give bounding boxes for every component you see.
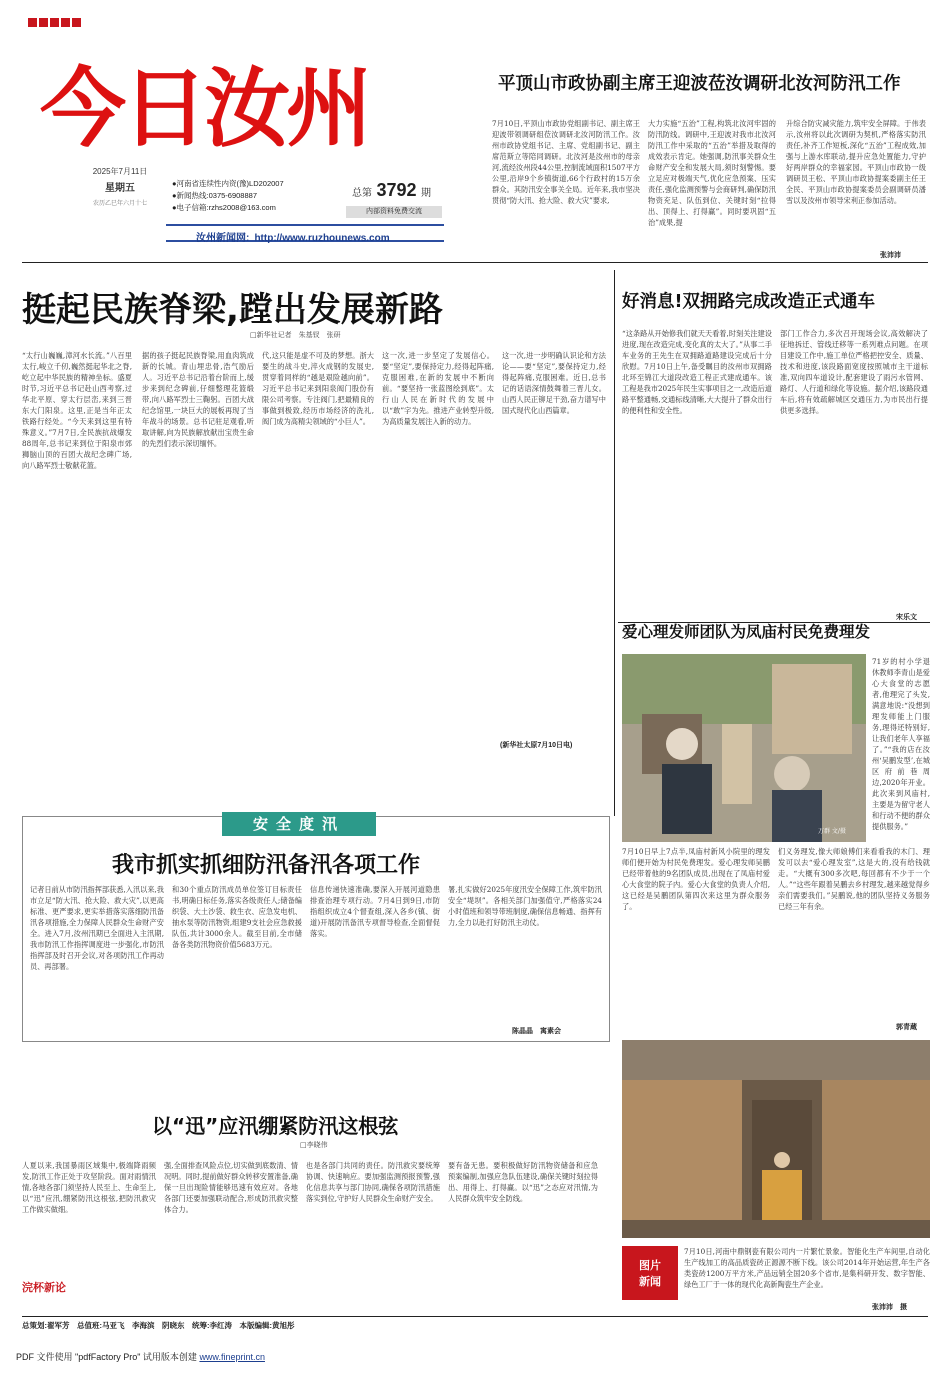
issue-date: 2025年7月11日 <box>92 167 148 176</box>
pdf-note-text: PDF 文件使用 "pdfFactory Pro" 试用版本创建 <box>16 1352 197 1362</box>
pdf-note <box>16 1350 265 1363</box>
barber-col-main1: 7月10日早上7点半,凤庙村新风小院里的理发师们便开始为村民免费理发。爱心理发师吴鹏已经带着他的9名团队成员,出现在了凤庙村爱心大食堂的院子内。爱心大食堂的负责人介绍,这已经是吴鹏团队第四次来这里为群众服务了。 <box>622 847 770 911</box>
good-news-col1: “这条路从开始修我们就天天看着,时刻关注建设进度,现在改造完成,变化真的太大了。”从事二手车业务的王先生在双拥路道路建设完成后十分欣慰。7月10日上午,备受瞩目的汝州市双拥路北环至锦江大道段改造工程正式建成通车。该工程是我市2025年民生实事项目之一,改造后道路平整通畅,交通标线清晰,大大提升了群众出行的便利性和安全性。 <box>622 329 772 415</box>
safety-col4: 署,扎实做好2025年度汛安全保障工作,筑牢防汛安全“堤坝”。各相关部门加强值守,严格落实24小时值班和领导带班制度,确保信息畅通、指挥有力,全力以赴打好防汛主动仗。 <box>448 885 602 927</box>
factory-photo-image <box>622 1040 930 1238</box>
issue-weekday: 星期五 <box>105 183 135 194</box>
photo-news-label-2: 新闻 <box>639 1276 661 1288</box>
barber-photo-image <box>622 654 866 842</box>
main-byline: □新华社记者 朱基钗 张研 <box>250 331 341 339</box>
column-divider <box>614 270 615 816</box>
top-right-byline: 张沛沛 <box>880 250 901 259</box>
factory-photo <box>622 1040 930 1238</box>
footer-rule <box>22 1316 928 1317</box>
website-label: 汝州新闻网: <box>196 233 250 244</box>
main-col1: “太行山巍巍,漳河水长流。”八百里太行,峻立千仞,巍然挺起华北之脊,屹立起中华民族的精神坐标。盛夏时节,习近平总书记赴山西考察,过华北平原、穿太行层峦,来到三晋东大门阳泉。这里,正是当年正太铁路行经处。“今天来到这里有特殊意义。”7月7日,全民族抗战爆发88周年,总书记来到位于阳泉市郊狮脑山顶的百团大战纪念碑广场,向八路军烈士敬献花篮。 <box>22 351 132 470</box>
barber-col-main2: 们义务理发,像大师娘傅们来看看我的木门、理发可以去“爱心理发室”,这是大的,没有给钱就走。“大概有300多次吧,每回都有不少于一个人。”“这些年跟着吴鹏去乡村理发,越来越觉得乡亲们需要我们。”吴鹏说,他的团队坚持义务服务已经三年有余。 <box>778 847 930 911</box>
top-right-col2: 大力实施“五治”工程,构筑北汝河牢固的防汛防线。调研中,王迎波对我市北汝河防汛工作中采取的“五治”举措及取得的成效表示肯定。她强调,防汛事关群众生命财产安全和发展大局,须时刻警惕。要立足应对极端天气,优化应急预案、压实责任,强化监测预警与会商研判,确保防汛物资充足、队伍到位、关键时刻“拉得出、顶得上、打得赢”。同时要巩固“五治”成果,提 <box>648 119 776 227</box>
xun-byline: □李晓伟 <box>300 1141 328 1149</box>
photo-news-label-1: 图片 <box>639 1260 661 1272</box>
issue-number: 总第 3792 期 <box>352 180 431 200</box>
email-info: ●电子信箱:rzhs2008@163.com <box>172 203 276 212</box>
internal-material-badge: 内部资料免费交流 <box>346 206 442 218</box>
top-right-col3: 升综合防灾减灾能力,筑牢安全屏障。于伟表示,汝州将以此次调研为契机,严格落实防汛责任,补齐工作短板,深化“五治”工程成效,加强与上游水库联动,提升应急处置能力,守护好两岸群众的幸福家园。平顶山市政协一级调研员王松、平顶山市政协提案委副主任王全民、平顶山市政协提案委员会副调研员潘雪以及汝州市领导宋利正参加活动。 <box>786 119 926 205</box>
barber-photo-credit: 万群 文/摄 <box>818 828 846 835</box>
pdf-link[interactable]: www.fineprint.cn <box>199 1352 265 1362</box>
main-headline: 挺起民族脊梁,蹚出发展新路 <box>22 290 443 330</box>
main-col2: 据的孩子挺起民族脊梁,用血肉筑成新的长城。青山埋忠骨,浩气励后人。习近平总书记沿着台阶而上,缓步来到纪念碑前,仔细整理花篮缎带,向八路军烈士三鞠躬。百团大战纪念馆里,一块巨大的展板再现了当年战斗的场景。总书记驻足观看,听取讲解,向为民族解放献出宝贵生命的先烈们表示深切缅怀。 <box>142 351 254 448</box>
safety-col3: 信息传递快速准确,要深入开展河道隐患排查治理专项行动。7月4日到9日,市防指组织成立4个督查组,深入各乡(镇、街道)开展防汛备汛专项督导检查,全面督促落实。 <box>310 885 440 938</box>
registration-info: ●河南省连续性内资(豫)LD202007 <box>172 179 284 188</box>
footer-staff: 总策划:翟军芳 总值班:马亚飞 李海滨 阴晓东 统筹:李红涛 本版编辑:黄旭彤 <box>22 1321 295 1330</box>
safety-banner: 安全度汛 <box>222 812 376 836</box>
main-col4: 这一次,进一步坚定了发展信心。要“坚定”,要保持定力,经得起阵痛,克服困难,在新的发展中不断向前。“要坚持一张蓝图绘到底”。太行山人民在新时代的发展中以“敢”字为先。推进产业转型升级,为高质量发展注入新的动力。 <box>382 351 494 426</box>
good-news-col2: 部门工作合力,多次召开现场会议,高效解决了征地拆迁、管线迁移等一系列难点问题。在项目建设工作中,施工单位严格把控安全、质量、技术和进度,该段路面宽度按照城市主干道标准,双向四车道设计,配套建设了雨污水管网、路灯、人行道和绿化等设施。据介绍,该路段通车后,将有效疏解城区交通压力,为市民出行提供更多选择。 <box>780 329 928 415</box>
xun-col4: 要有备无患。要积极做好防汛物资储备和应急预案编制,加强应急队伍建设,确保关键时刻拉得出、用得上、打得赢。以“迅”之态应对汛情,为人民群众筑牢安全防线。 <box>448 1161 598 1203</box>
commentary-logo: 浣杯新论 <box>22 1281 66 1294</box>
website-url[interactable]: http://www.ruzhounews.com <box>254 233 390 244</box>
good-news-byline: 宋乐文 <box>896 612 917 621</box>
issue-number-value: 3792 <box>376 180 417 200</box>
safety-col2: 和30个重点防汛成员单位签订目标责任书,明确日标任务,落实各级责任人;储备编织袋、大土沙袋、救生衣、应急发电机、抽水泵等防汛物资,组建9支社会应急救援队伍,共计3000余人。截至目前,全市储备各类防汛物资价值5683万元。 <box>172 885 302 949</box>
safety-col1: 记者日前从市防汛指挥部获悉,入汛以来,我市立足“防大汛、抢大险、救大灾”,以更高标准、更严要求,更实举措落实落细防汛备汛各项措施,全力保障人民群众生命财产安全。进入7月,汝州汛期已全面进入主汛期,我市防汛工作指挥调度进一步强化,市防汛指挥部及时召开会议,对各项防汛工作再动员、再部署。 <box>30 885 164 971</box>
safety-headline: 我市抓实抓细防汛备汛各项工作 <box>112 853 421 878</box>
masthead-date-block <box>90 166 150 207</box>
barber-headline: 爱心理发师团队为凤庙村民免费理发 <box>622 623 871 641</box>
hotline-info: ●新闻热线:0375-6908887 <box>172 191 257 200</box>
good-news-headline: 好消息!双拥路完成改造正式通车 <box>622 292 875 312</box>
xun-col2: 强,全面排查风险点位,切实做到底数清、情况明。同时,提前做好群众转移安置准备,确保一旦出现险情能够迅速有效应对。各地各部门还要加强联动配合,形成防汛救灾整体合力。 <box>164 1161 298 1214</box>
website-bar <box>166 224 444 242</box>
newspaper-logo: 今日汝州 <box>40 58 368 159</box>
top-right-headline: 平顶山市政协副主席王迎波莅汝调研北汝河防汛工作 <box>498 74 901 94</box>
top-right-col1: 7月10日,平顶山市政协党组副书记、副主席王迎波带领调研组莅汝调研北汝河防汛工作。汝州市政协党组书记、主席、党组副书记、副主席范斯立等陪同调研。北汝河是汝州市的母亲河,流经汝州段44公里,控制流域面积1507平方公里,沿岸9个乡镇街道,66个行政村的15万余群众。其防汛安全事关全局。近年来,我市坚决贯彻“防大汛、抢大险、救大灾”要求, <box>492 119 640 205</box>
main-col3: 代,这只能是虚不可及的梦想。浙大要生的战斗史,淬火成钢的发展史,贯穿着同样的“越是艰险越向前”。习近平总书记来到阳泉阀门股份有限公司考察。专注阀门,把最精良的事做到极致,经历市场经济的洗礼,阀门成为高精尖领域的“小巨人”。 <box>262 351 374 426</box>
photo-news-text: 7月10日,河南中鼎钢瓷有限公司内一片繁忙景象。智能化生产车间里,自动化生产线加工的高品质瓷砖正源源不断下线。该公司2014年开始运营,年生产各类瓷砖1200万平方米,产品远销全国20多个省市,是集科研开发、数字智能、绿色工厂于一体的现代化高新陶瓷生产企业。 <box>684 1247 930 1289</box>
xun-col3: 也是各部门共同的责任。防汛救灾要统筹协调、快速响应。要加强监测预报预警,强化信息共享与部门协同,确保各项防汛措施落实到位,守护好人民群众生命财产安全。 <box>306 1161 440 1203</box>
safety-byline: 陈晶晶 寓素会 <box>512 1026 561 1035</box>
photo-news-label <box>622 1246 678 1300</box>
xun-headline: 以“迅”应汛绷紧防汛这根弦 <box>152 1114 399 1138</box>
xun-mini-logo <box>22 1276 82 1308</box>
main-dateline: (新华社太原7月10日电) <box>500 742 573 749</box>
main-col5: 这一次,进一步明确认识论和方法论——要“坚定”,要保持定力,经得起阵痛,克服困难。近日,总书记的话语深情鼓舞着三晋儿女。山西人民正铆足干劲,奋力谱写中国式现代化山西篇章。 <box>502 351 606 415</box>
xun-col1: 人夏以来,我国暴雨区域集中,极端降雨频发,防汛工作正处于攻坚阶段。面对雨情汛情,各地各部门须坚持人民至上、生命至上,以“迅”应汛,绷紧防汛这根弦,把防汛救灾工作做实做细。 <box>22 1161 156 1214</box>
barber-col-right: 71岁的村小学退休教师李青山是爱心大食堂的志愿者,他理完了头发,满意地说:“没想到理发师能上门服务,理得还特别好,让我们老年人享福了。”“我的店在汝州‘吴鹏发型’,在城区府前巷周边,2020年开业。此次来到风庙村,主要是为留守老人和行动不便的群众提供服务。” <box>872 657 930 831</box>
masthead-info <box>172 178 284 214</box>
top-divider <box>22 262 928 263</box>
photo-news-byline: 张沛沛 摄 <box>872 1302 907 1311</box>
masthead-color-squares <box>28 12 83 31</box>
lunar-date: 农历乙巳年六月十七 <box>92 201 147 207</box>
barber-byline: 郭青蔵 <box>896 1022 917 1031</box>
barber-photo <box>622 654 866 842</box>
